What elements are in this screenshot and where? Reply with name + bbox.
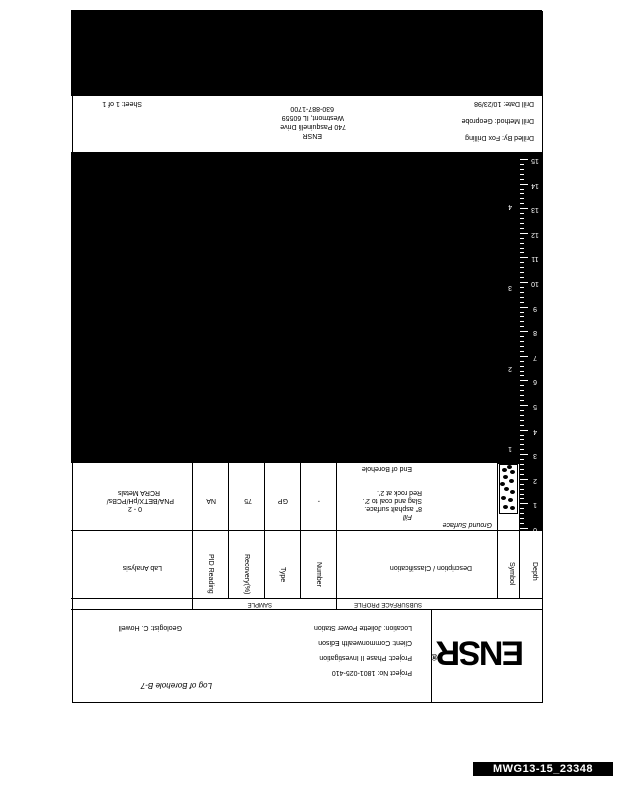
- depth-tick-label: 7: [533, 353, 537, 361]
- depth-tick: [520, 307, 528, 308]
- depth-minor-tick: [520, 189, 524, 190]
- depth-minor-tick: [520, 484, 524, 485]
- depth-minor-tick: [520, 489, 524, 490]
- footer-phone: 630-887-1700: [290, 105, 334, 112]
- number-label: Number: [315, 562, 322, 587]
- drill-method: Drill Method: Geoprobe: [461, 117, 534, 124]
- depth-minor-tick: [520, 435, 524, 436]
- depth-minor-tick: [520, 179, 524, 180]
- depth-minor-tick: [520, 203, 524, 204]
- footer-address-1: 740 Pasquinelli Drive: [280, 123, 346, 130]
- depth-tick: [520, 479, 528, 480]
- depth-minor-tick: [520, 312, 524, 313]
- fill-pattern-dot: [501, 496, 506, 500]
- depth-minor-tick: [520, 248, 524, 249]
- depth-minor-tick: [520, 193, 524, 194]
- depth-minor-tick: [520, 400, 524, 401]
- sheet-number: Sheet: 1 of 1: [102, 100, 142, 107]
- recovery-dark-area: [229, 153, 264, 462]
- depth-tick-label: 1: [533, 501, 537, 509]
- depth-minor-tick: [520, 228, 524, 229]
- lab-line-2: PNA/BETX/pH/PCBs/: [106, 497, 174, 504]
- header-divider: [431, 610, 432, 702]
- fill-symbol-pattern: [499, 464, 518, 514]
- log-title: Log of Borehole B-7: [140, 681, 212, 690]
- depth-minor-tick: [520, 277, 524, 278]
- footer-company: ENSR: [302, 132, 322, 139]
- depth-tick: [520, 184, 528, 185]
- fill-pattern-dot: [510, 490, 515, 494]
- ground-surface-label: Ground Surface: [442, 521, 492, 528]
- fill-label: Fill: [403, 513, 412, 520]
- depth-minor-tick: [520, 513, 524, 514]
- depth-minor-tick: [520, 494, 524, 495]
- depth-minor-tick: [520, 262, 524, 263]
- depth-minor-tick: [520, 449, 524, 450]
- depth-tick: [520, 528, 528, 529]
- depth-minor-tick: [520, 218, 524, 219]
- depth-minor-tick: [520, 361, 524, 362]
- sample-number: -: [317, 497, 320, 504]
- depth-minor-tick: [520, 297, 524, 298]
- depth-tick-label: 6: [533, 378, 537, 386]
- desc-line-3: Red rock at 2'.: [377, 489, 422, 496]
- depth-minor-tick: [520, 439, 524, 440]
- footer-address-2: Westmont, IL 60559: [281, 114, 344, 121]
- number-dark-area: [301, 153, 336, 462]
- client-name: Client: Commonwealth Edison: [318, 639, 412, 646]
- ensr-logo: ENSR®: [439, 638, 524, 676]
- depth-tick: [520, 257, 528, 258]
- lab-dark-area: [71, 153, 192, 462]
- meter-tick-label: 4: [508, 203, 512, 211]
- description-label: Description / Classification: [389, 564, 472, 571]
- end-of-borehole-rule: [71, 462, 497, 463]
- lab-analysis-label: Lab Analysis: [122, 564, 162, 571]
- description-dark-area: [337, 153, 497, 462]
- depth-tick-label: 12: [531, 230, 539, 238]
- depth-minor-tick: [520, 385, 524, 386]
- sample-pid: NA: [206, 497, 216, 504]
- depth-minor-tick: [520, 420, 524, 421]
- document-id-stamp: MWG13-15_23348: [473, 762, 613, 776]
- group-header-rule: [71, 598, 542, 599]
- fill-pattern-dot: [510, 470, 515, 474]
- depth-minor-tick: [520, 302, 524, 303]
- depth-tick-label: 9: [533, 304, 537, 312]
- sample-type: GP: [277, 497, 288, 504]
- depth-tick: [520, 356, 528, 357]
- depth-minor-tick: [520, 198, 524, 199]
- depth-tick-label: 8: [533, 329, 537, 337]
- depth-tick: [520, 430, 528, 431]
- depth-minor-tick: [520, 469, 524, 470]
- type-dark-area: [265, 153, 300, 462]
- depth-label: Depth: [531, 562, 538, 581]
- depth-tick-label: 14: [531, 181, 539, 189]
- borehole-log-form: [72, 11, 543, 703]
- depth-minor-tick: [520, 415, 524, 416]
- depth-minor-tick: [520, 238, 524, 239]
- geologist-name: Geologist: C. Howell: [118, 624, 182, 631]
- lab-line-3: RCRA Metals: [117, 489, 160, 496]
- end-of-borehole-label: End of Borehole: [361, 465, 412, 472]
- fill-pattern-dot: [500, 482, 505, 486]
- depth-minor-tick: [520, 366, 524, 367]
- depth-minor-tick: [520, 444, 524, 445]
- footer-dark-band: [71, 10, 542, 96]
- drill-date: Drill Date: 10/23/98: [474, 100, 534, 107]
- pid-dark-area: [193, 153, 228, 462]
- depth-minor-tick: [520, 164, 524, 165]
- depth-minor-tick: [520, 390, 524, 391]
- depth-minor-tick: [520, 321, 524, 322]
- depth-tick-label: 3: [533, 452, 537, 460]
- fill-pattern-dot: [508, 498, 513, 502]
- depth-minor-tick: [520, 395, 524, 396]
- depth-tick-label: 2: [533, 476, 537, 484]
- depth-tick-label: 13: [531, 206, 539, 214]
- depth-tick-label: 11: [531, 255, 539, 263]
- depth-minor-tick: [520, 336, 524, 337]
- desc-line-2: Slag and coal to 2'.: [362, 497, 422, 504]
- subsurface-profile-header: SUBSURFACE PROFILE: [353, 601, 422, 607]
- recovery-label: Recovery(%): [243, 554, 250, 595]
- depth-tick: [520, 282, 528, 283]
- depth-minor-tick: [520, 213, 524, 214]
- depth-minor-tick: [520, 459, 524, 460]
- depth-minor-tick: [520, 287, 524, 288]
- depth-tick-label: 4: [533, 427, 537, 435]
- depth-minor-tick: [520, 410, 524, 411]
- project-name: Project: Phase II Investigation: [319, 654, 412, 661]
- depth-tick: [520, 454, 528, 455]
- depth-minor-tick: [520, 371, 524, 372]
- type-label: Type: [279, 567, 286, 583]
- symbol-dark-area: [498, 153, 519, 464]
- depth-minor-tick: [520, 272, 524, 273]
- depth-minor-tick: [520, 174, 524, 175]
- depth-minor-tick: [520, 508, 524, 509]
- depth-tick: [520, 331, 528, 332]
- meter-tick-label: 3: [508, 283, 512, 291]
- location-name: Location: Joliette Power Station: [313, 624, 412, 631]
- depth-minor-tick: [520, 518, 524, 519]
- lab-line-1: 0 - 2: [127, 505, 142, 512]
- project-number: Project No: 1801-025-410: [331, 669, 412, 676]
- meter-tick-label: 2: [508, 364, 512, 372]
- depth-minor-tick: [520, 464, 524, 465]
- depth-tick: [520, 380, 528, 381]
- depth-minor-tick: [520, 474, 524, 475]
- depth-tick: [520, 503, 528, 504]
- desc-line-1: 8" asphalt surface.: [364, 505, 422, 512]
- depth-tick: [520, 208, 528, 209]
- header-bottom-rule: [71, 609, 542, 610]
- depth-minor-tick: [520, 351, 524, 352]
- fill-pattern-dot: [507, 465, 512, 469]
- fill-pattern-dot: [504, 487, 509, 491]
- sample-header: SAMPLE: [247, 601, 272, 607]
- depth-tick-label: 5: [533, 403, 537, 410]
- depth-minor-tick: [520, 243, 524, 244]
- depth-minor-tick: [520, 498, 524, 499]
- depth-tick-label: 15: [531, 157, 539, 164]
- depth-minor-tick: [520, 375, 524, 376]
- depth-tick: [520, 233, 528, 234]
- depth-minor-tick: [520, 425, 524, 426]
- depth-minor-tick: [520, 316, 524, 317]
- depth-minor-tick: [520, 223, 524, 224]
- meter-tick-label: 1: [508, 445, 512, 453]
- drilled-by: Drilled By: Fox Drilling: [465, 134, 534, 141]
- depth-minor-tick: [520, 346, 524, 347]
- depth-minor-tick: [520, 267, 524, 268]
- depth-minor-tick: [520, 252, 524, 253]
- fill-pattern-dot: [502, 468, 507, 472]
- depth-minor-tick: [520, 292, 524, 293]
- depth-minor-tick: [520, 523, 524, 524]
- depth-minor-tick: [520, 326, 524, 327]
- depth-minor-tick: [520, 169, 524, 170]
- depth-minor-tick: [520, 341, 524, 342]
- fill-pattern-dot: [510, 506, 515, 510]
- pid-label: PID Reading: [207, 554, 214, 594]
- sample-recovery: 75: [244, 497, 252, 504]
- fill-pattern-dot: [503, 505, 508, 509]
- depth-tick: [520, 159, 528, 160]
- log-bottom-rule: [71, 152, 542, 153]
- fill-pattern-dot: [509, 479, 514, 483]
- symbol-label: Symbol: [508, 562, 515, 586]
- depth-tick-label: 10: [531, 280, 539, 287]
- depth-tick: [520, 405, 528, 406]
- column-header-rule: [71, 530, 542, 531]
- depth-tick-label: 0: [533, 526, 537, 533]
- fill-pattern-dot: [503, 475, 508, 479]
